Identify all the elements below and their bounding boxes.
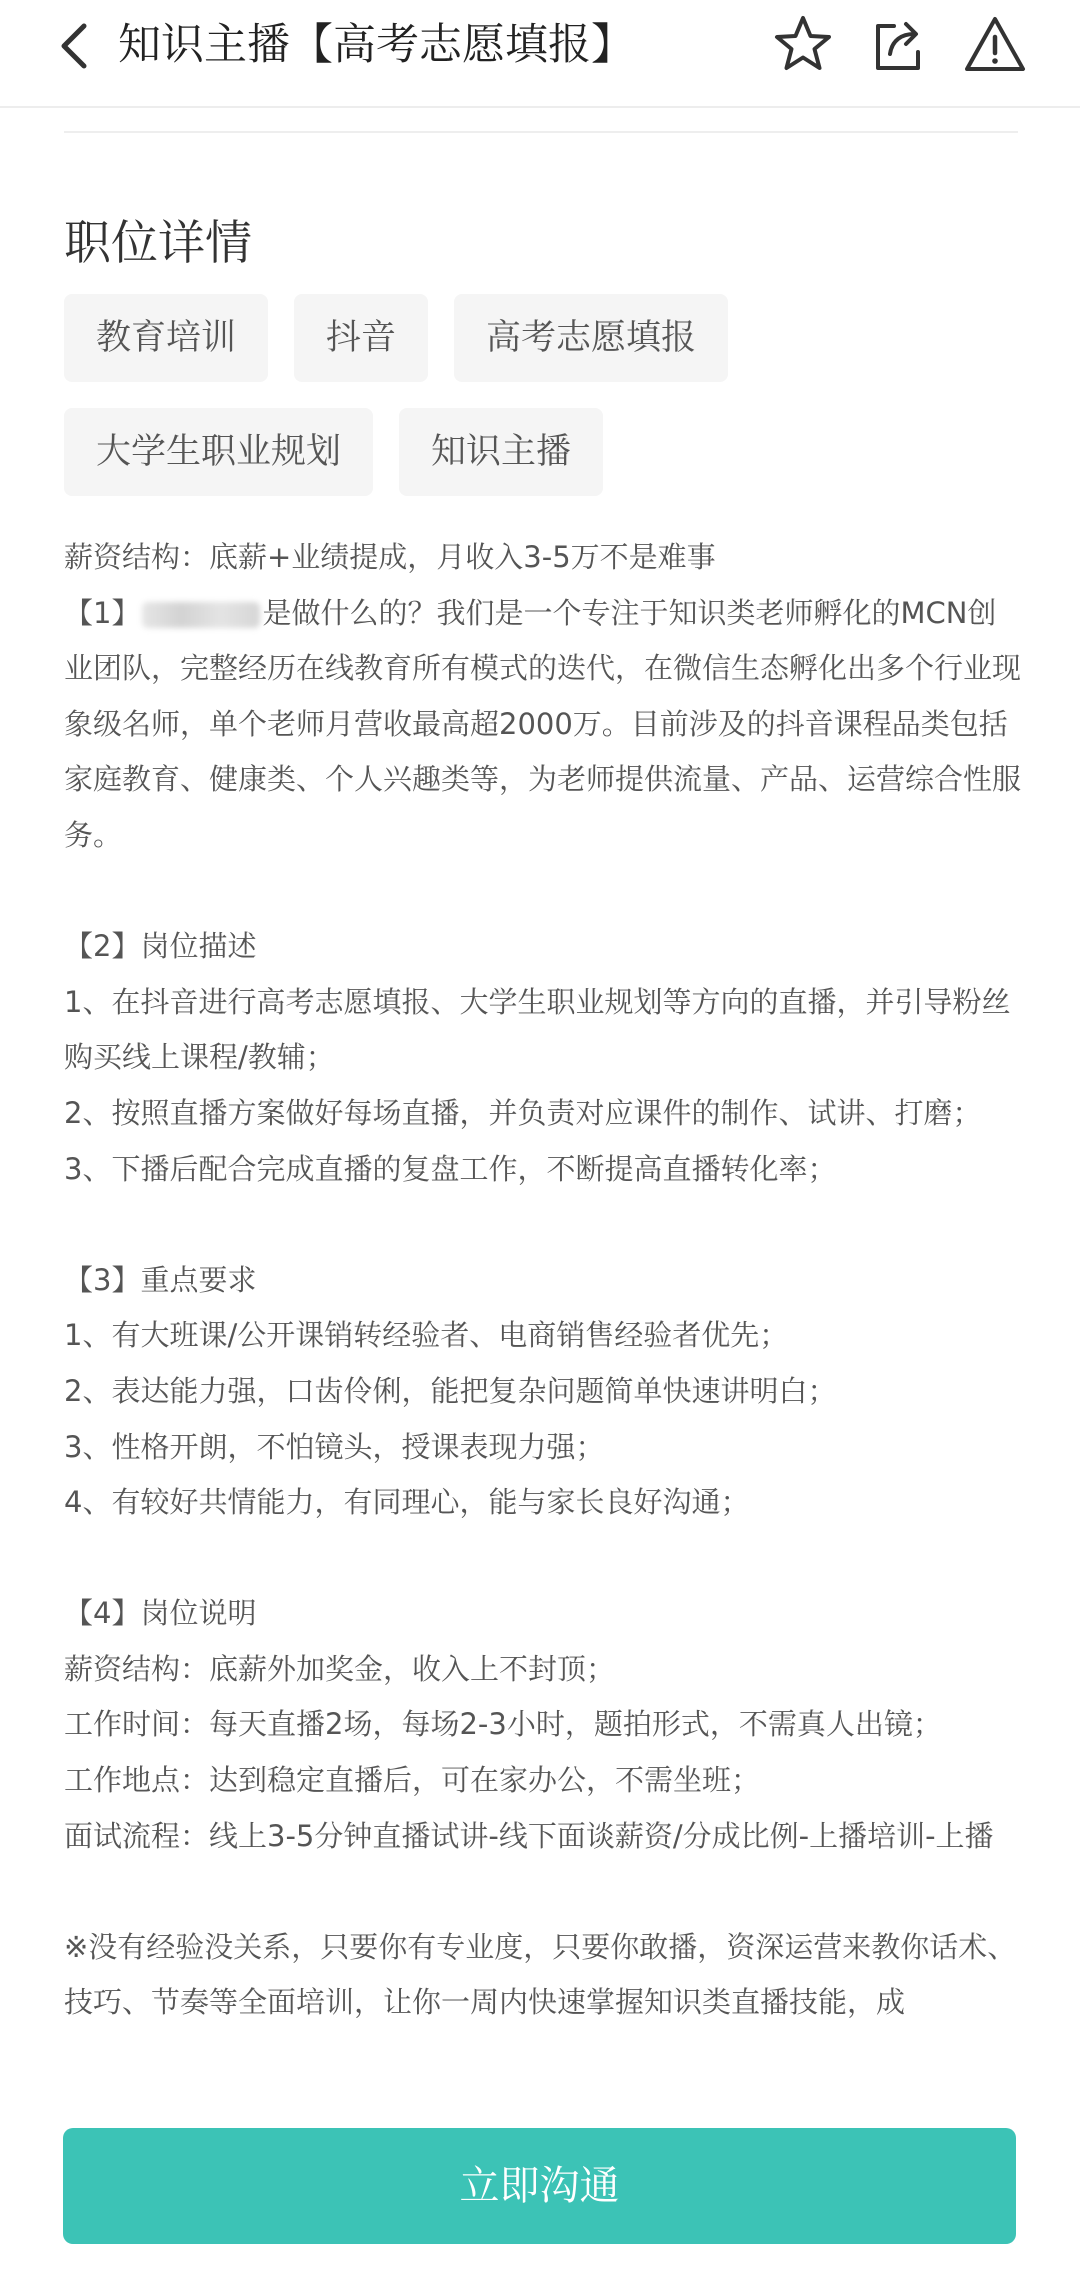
list-item: 工作地点：达到稳定直播后，可在家办公，不需坐班； [64,1763,761,1798]
intro-prefix: 【1】 [64,595,141,630]
tag[interactable]: 高考志愿填报 [454,294,728,382]
section-title: 职位详情 [64,216,252,271]
job-description [64,530,1024,2031]
top-nav-bar [0,0,1080,108]
tag[interactable]: 知识主播 [399,408,603,496]
tag-list [64,294,1024,496]
warning-icon[interactable] [962,12,1028,78]
list-item: 工作时间：每天直播2场，每场2-3小时，题拍形式，不需真人出镜； [64,1707,942,1742]
list-item: 1、有大班课/公开课销转经验者、电商销售经验者优先； [64,1318,789,1353]
star-icon[interactable] [770,12,836,78]
section-heading: 【4】岗位说明 [64,1596,257,1631]
list-item: 3、下播后配合完成直播的复盘工作，不断提高直播转化率； [64,1151,837,1186]
intro-text: 是做什么的？我们是一个专注于知识类老师孵化的MCN创业团队，完整经历在线教育所有模式的迭代，在微信生态孵化出多个行业现象级名师，单个老师月营收最高超2000万。目前涉及的抖音课程品类包括家庭教育、健康类、个人兴趣类等，为老师提供流量、产品、运营综合性服务。 [64,595,1022,852]
list-item: 3、性格开朗，不怕镜头，授课表现力强； [64,1429,605,1464]
list-item: 2、按照直播方案做好每场直播，并负责对应课件的制作、试讲、打磨； [64,1095,982,1130]
tag[interactable]: 教育培训 [64,294,268,382]
back-arrow-icon[interactable] [54,20,94,72]
list-item: 薪资结构：底薪外加奖金，收入上不封顶； [64,1651,616,1686]
chat-now-button[interactable]: 立即沟通 [63,2128,1016,2244]
list-item: 面试流程：线上3-5分钟直播试讲-线下面谈薪资/分成比例-上播培训-上播 [64,1818,994,1853]
section-heading: 【2】岗位描述 [64,929,257,964]
list-item: 2、表达能力强，口齿伶俐，能把复杂问题简单快速讲明白； [64,1373,837,1408]
divider [64,131,1018,133]
section-heading: 【3】重点要求 [64,1262,257,1297]
tag[interactable]: 大学生职业规划 [64,408,373,496]
intro-paragraph [64,586,1024,864]
share-icon[interactable] [866,12,932,78]
list-item: 4、有较好共情能力，有同理心，能与家长良好沟通； [64,1485,750,1520]
redacted-company-name [142,602,260,628]
tag[interactable]: 抖音 [294,294,428,382]
page-title: 知识主播【高考志愿填报】 [118,20,634,70]
list-item: 1、在抖音进行高考志愿填报、大学生职业规划等方向的直播，并引导粉丝购买线上课程/教辅； [64,984,1011,1075]
salary-line: 薪资结构：底薪+业绩提成，月收入3-5万不是难事 [64,540,716,574]
note-paragraph: ※没有经验没关系，只要你有专业度，只要你敢播，资深运营来教你话术、技巧、节奏等全面培训，让你一周内快速掌握知识类直播技能，成 [64,1929,1017,2020]
